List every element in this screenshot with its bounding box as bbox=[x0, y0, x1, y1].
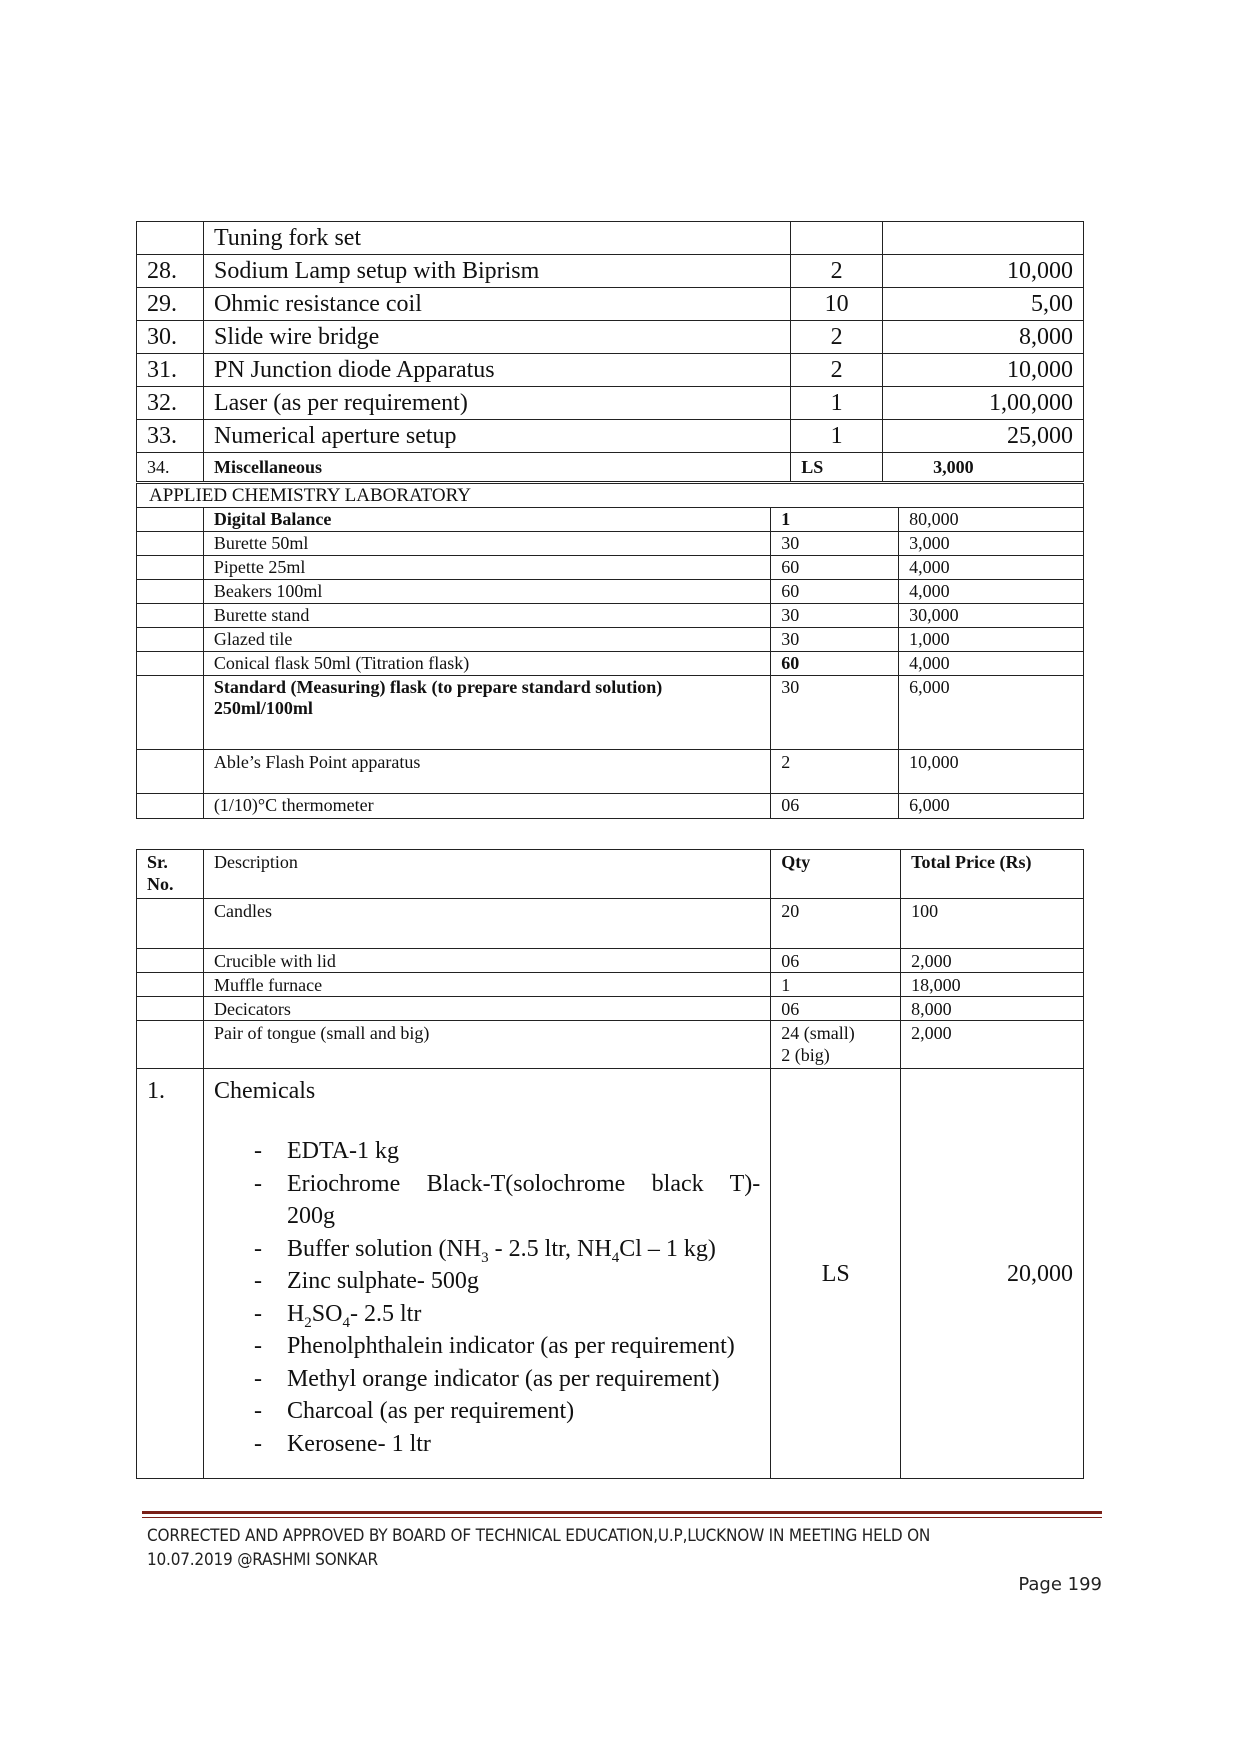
qty-cell: 2 bbox=[791, 321, 883, 354]
table-row bbox=[137, 997, 1084, 1021]
table-row bbox=[137, 508, 1084, 532]
price-cell: 100 bbox=[901, 899, 1084, 949]
price-cell: 3,000 bbox=[883, 453, 1084, 482]
section-heading-row bbox=[137, 484, 1084, 508]
description-cell: Ohmic resistance coil bbox=[203, 288, 790, 321]
qty-cell: 60 bbox=[771, 556, 899, 580]
table-row bbox=[137, 453, 1084, 482]
footer-text bbox=[147, 1524, 1097, 1572]
price-cell: 1,00,000 bbox=[883, 387, 1084, 420]
list-item: - EDTA-1 kg bbox=[254, 1135, 760, 1168]
price-cell: 2,000 bbox=[901, 949, 1084, 973]
table-row bbox=[137, 628, 1084, 652]
sr-cell: 28. bbox=[137, 255, 204, 288]
price-cell: 4,000 bbox=[899, 580, 1084, 604]
list-item-continuation: 200g bbox=[286, 1203, 335, 1229]
qty-cell: 06 bbox=[771, 949, 901, 973]
qty-cell bbox=[791, 222, 883, 255]
table-row bbox=[137, 222, 1084, 255]
table-row bbox=[137, 949, 1084, 973]
sr-cell: 1. bbox=[137, 1069, 204, 1479]
column-header-sr: Sr. No. bbox=[137, 850, 204, 899]
sr-cell: 30. bbox=[137, 321, 204, 354]
sr-cell: 32. bbox=[137, 387, 204, 420]
table-row bbox=[137, 354, 1084, 387]
list-item: - Buffer solution ($NH_3 - 2.5$ ltr, $NH_4Cl - 1$ kg) bbox=[254, 1233, 760, 1266]
price-cell: 4,000 bbox=[899, 556, 1084, 580]
price-cell bbox=[883, 222, 1084, 255]
price-cell: 3,000 bbox=[899, 532, 1084, 556]
section-heading: APPLIED CHEMISTRY LABORATORY bbox=[137, 484, 1084, 508]
description-cell: Tuning fork set bbox=[203, 222, 790, 255]
table-row bbox=[137, 288, 1084, 321]
list-item: - Charcoal (as per requirement) bbox=[254, 1395, 760, 1428]
description-cell: Laser (as per requirement) bbox=[203, 387, 790, 420]
price-cell: 5,00 bbox=[883, 288, 1084, 321]
description-cell: Miscellaneous bbox=[203, 453, 790, 482]
chemicals-title: Chemicals bbox=[213, 1078, 316, 1104]
table-header-row bbox=[137, 850, 1084, 899]
description-cell: Numerical aperture setup bbox=[203, 420, 790, 453]
qty-cell: 1 bbox=[771, 973, 901, 997]
qty-line: 2 (big) bbox=[781, 1045, 830, 1065]
price-cell: 8,000 bbox=[883, 321, 1084, 354]
chemicals-list bbox=[214, 1135, 760, 1460]
description-cell: Conical flask 50ml (Titration flask) bbox=[203, 652, 770, 676]
price-cell: 20,000 bbox=[901, 1069, 1084, 1479]
qty-cell: 1 bbox=[791, 420, 883, 453]
sr-cell: 33. bbox=[137, 420, 204, 453]
qty-cell: 1 bbox=[791, 387, 883, 420]
qty-cell: 30 bbox=[771, 676, 899, 750]
qty-cell: 30 bbox=[771, 532, 899, 556]
description-cell: Sodium Lamp setup with Biprism bbox=[203, 255, 790, 288]
sr-cell: 29. bbox=[137, 288, 204, 321]
table-row bbox=[137, 420, 1084, 453]
price-cell: 25,000 bbox=[883, 420, 1084, 453]
qty-line: 24 (small) bbox=[781, 1023, 855, 1043]
description-cell: Burette stand bbox=[203, 604, 770, 628]
price-cell: 30,000 bbox=[899, 604, 1084, 628]
description-cell: Able’s Flash Point apparatus bbox=[203, 750, 770, 794]
list-item: - Kerosene- 1 ltr bbox=[254, 1428, 760, 1461]
table-row bbox=[137, 794, 1084, 819]
qty-cell: 06 bbox=[771, 997, 901, 1021]
description-cell: Decicators bbox=[203, 997, 770, 1021]
list-item: - Methyl orange indicator (as per requirement) bbox=[254, 1363, 760, 1396]
description-cell: Pair of tongue (small and big) bbox=[203, 1021, 770, 1069]
price-cell: 6,000 bbox=[899, 676, 1084, 750]
list-item: - Zinc sulphate- 500g bbox=[254, 1265, 760, 1298]
description-cell: Glazed tile bbox=[203, 628, 770, 652]
price-cell: 10,000 bbox=[883, 255, 1084, 288]
chemistry-continued-table bbox=[136, 849, 1084, 1479]
qty-cell: LS bbox=[771, 1069, 901, 1479]
table-row bbox=[137, 750, 1084, 794]
description-cell bbox=[203, 1069, 770, 1479]
description-cell: Digital Balance bbox=[203, 508, 770, 532]
price-cell: 10,000 bbox=[883, 354, 1084, 387]
qty-cell: 20 bbox=[771, 899, 901, 949]
description-cell: Muffle furnace bbox=[203, 973, 770, 997]
description-cell: Beakers 100ml bbox=[203, 580, 770, 604]
description-cell: Pipette 25ml bbox=[203, 556, 770, 580]
sr-cell: 34. bbox=[137, 453, 204, 482]
price-cell: 1,000 bbox=[899, 628, 1084, 652]
table-row bbox=[137, 1021, 1084, 1069]
qty-cell: 30 bbox=[771, 628, 899, 652]
qty-cell bbox=[771, 1021, 901, 1069]
table-row bbox=[137, 255, 1084, 288]
qty-cell: 06 bbox=[771, 794, 899, 819]
table-row bbox=[137, 676, 1084, 750]
column-header-description: Description bbox=[203, 850, 770, 899]
price-cell: 4,000 bbox=[899, 652, 1084, 676]
footer-rule-thin bbox=[142, 1517, 1102, 1518]
qty-cell: 2 bbox=[791, 255, 883, 288]
table-row bbox=[137, 532, 1084, 556]
qty-cell: 30 bbox=[771, 604, 899, 628]
table-row bbox=[137, 604, 1084, 628]
page-number: Page 199 bbox=[1018, 1574, 1102, 1595]
description-cell: (1/10)°C thermometer bbox=[203, 794, 770, 819]
physics-equipment-table bbox=[136, 221, 1084, 482]
list-item: - Phenolphthalein indicator (as per requirement) bbox=[254, 1330, 760, 1363]
qty-cell: 2 bbox=[791, 354, 883, 387]
footer-rule bbox=[142, 1511, 1102, 1514]
price-cell: 8,000 bbox=[901, 997, 1084, 1021]
description-cell: Crucible with lid bbox=[203, 949, 770, 973]
sr-cell: 31. bbox=[137, 354, 204, 387]
column-header-price: Total Price (Rs) bbox=[901, 850, 1084, 899]
table-row bbox=[137, 321, 1084, 354]
qty-cell: 1 bbox=[771, 508, 899, 532]
table-row bbox=[137, 973, 1084, 997]
list-item: - $H_2SO_4-$ 2.5 ltr bbox=[254, 1298, 760, 1331]
table-row bbox=[137, 387, 1084, 420]
description-cell: Standard (Measuring) flask (to prepare standard solution) 250ml/100ml bbox=[203, 676, 770, 750]
description-cell: PN Junction diode Apparatus bbox=[203, 354, 790, 387]
qty-cell: 10 bbox=[791, 288, 883, 321]
table-row bbox=[137, 652, 1084, 676]
price-cell: 18,000 bbox=[901, 973, 1084, 997]
description-cell: Slide wire bridge bbox=[203, 321, 790, 354]
price-cell: 2,000 bbox=[901, 1021, 1084, 1069]
chemicals-row bbox=[137, 1069, 1084, 1479]
description-cell: Burette 50ml bbox=[203, 532, 770, 556]
qty-cell: 60 bbox=[771, 652, 899, 676]
footer-line: 10.07.2019 @RASHMI SONKAR bbox=[147, 1550, 378, 1570]
table-row bbox=[137, 899, 1084, 949]
qty-cell: LS bbox=[791, 453, 883, 482]
sr-cell bbox=[137, 222, 204, 255]
table-row bbox=[137, 580, 1084, 604]
price-cell: 10,000 bbox=[899, 750, 1084, 794]
description-cell: Candles bbox=[203, 899, 770, 949]
price-cell: 6,000 bbox=[899, 794, 1084, 819]
table-row bbox=[137, 556, 1084, 580]
qty-cell: 2 bbox=[771, 750, 899, 794]
footer-line: CORRECTED AND APPROVED BY BOARD OF TECHNICAL EDUCATION,U.P,LUCKNOW IN MEETING HELD ON bbox=[147, 1526, 931, 1546]
column-header-qty: Qty bbox=[771, 850, 901, 899]
qty-cell: 60 bbox=[771, 580, 899, 604]
price-cell: 80,000 bbox=[899, 508, 1084, 532]
applied-chemistry-table bbox=[136, 483, 1084, 819]
list-item: - Eriochrome Black-T(solochrome black T)- bbox=[254, 1168, 760, 1201]
